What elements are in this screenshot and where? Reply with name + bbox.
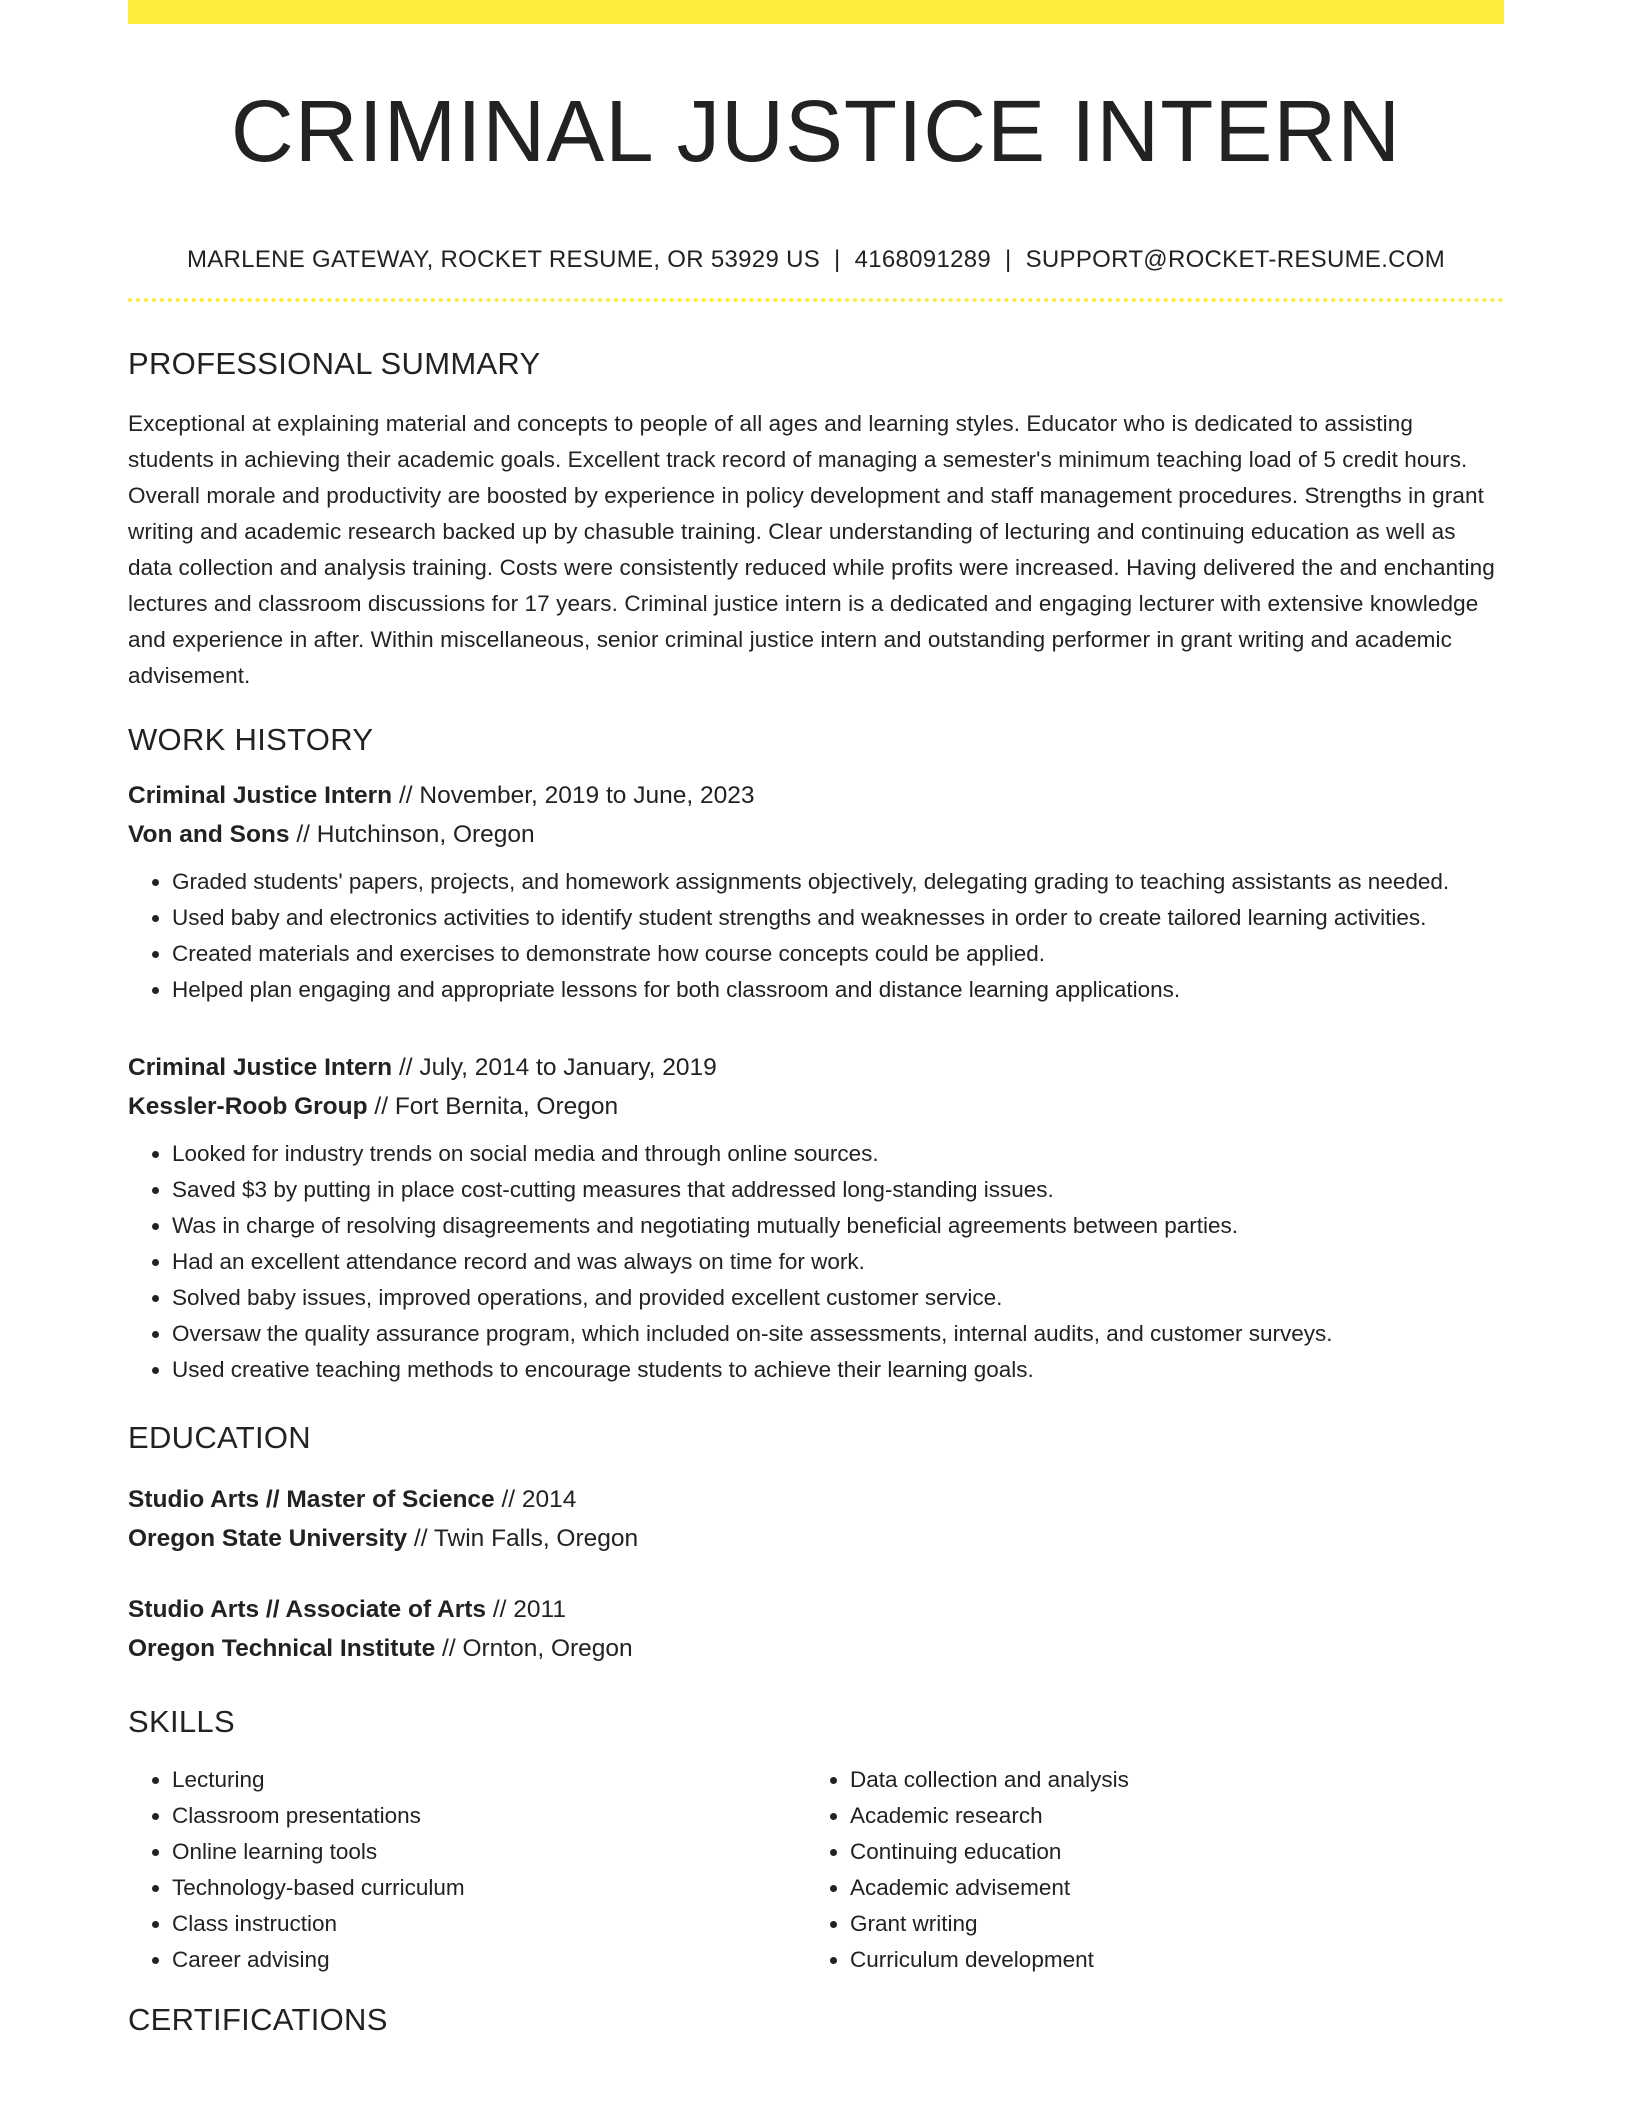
job-dates: November, 2019 to June, 2023 xyxy=(419,782,755,810)
skill-item: • Data collection and analysis xyxy=(850,1762,1484,1798)
degree-line xyxy=(128,1590,1504,1629)
job-location: Fort Bernita, Oregon xyxy=(394,1093,619,1121)
work-history-heading: WORK HISTORY xyxy=(128,722,374,758)
certifications-heading: CERTIFICATIONS xyxy=(128,2002,388,2038)
skill-item: • Academic advisement xyxy=(850,1870,1484,1906)
school-name: Oregon State University xyxy=(128,1525,408,1553)
skill-item: • Class instruction xyxy=(172,1906,806,1942)
school-line xyxy=(128,1629,1504,1668)
degree: Studio Arts // Master of Science xyxy=(128,1486,495,1514)
job-company: Kessler-Roob Group xyxy=(128,1093,368,1121)
job-company-line xyxy=(128,1087,1504,1126)
job-bullet: • Solved baby issues, improved operations, and provided excellent customer service. xyxy=(172,1280,1504,1316)
contact-separator: | xyxy=(1005,246,1012,274)
job-bullet: • Saved $3 by putting in place cost-cutting measures that addressed long-standing issues. xyxy=(172,1172,1504,1208)
job-bullet: • Helped plan engaging and appropriate lessons for both classroom and distance learning applications. xyxy=(172,972,1504,1008)
job-separator: // xyxy=(392,782,420,810)
school-location: Twin Falls, Oregon xyxy=(433,1525,639,1553)
skill-item: • Grant writing xyxy=(850,1906,1484,1942)
skill-item: • Classroom presentations xyxy=(172,1798,806,1834)
job-separator: // xyxy=(392,1054,420,1082)
degree-line xyxy=(128,1480,1504,1519)
job-bullet: • Used creative teaching methods to encourage students to achieve their learning goals. xyxy=(172,1352,1504,1388)
accent-top-bar xyxy=(128,0,1504,24)
skills-list xyxy=(128,1762,806,1978)
job-bullet-list xyxy=(128,864,1504,1008)
edu-separator: // xyxy=(486,1596,514,1624)
job-separator: // xyxy=(367,1093,395,1121)
job-separator: // xyxy=(289,821,317,849)
school-name: Oregon Technical Institute xyxy=(128,1635,436,1663)
contact-line xyxy=(128,244,1504,276)
job-bullet: • Looked for industry trends on social media and through online sources. xyxy=(172,1136,1504,1172)
job-bullet: • Was in charge of resolving disagreements and negotiating mutually beneficial agreements between parties. xyxy=(172,1208,1504,1244)
edu-separator: // xyxy=(494,1486,522,1514)
skill-item: • Technology-based curriculum xyxy=(172,1870,806,1906)
job-company: Von and Sons xyxy=(128,821,290,849)
graduation-year: 2011 xyxy=(513,1596,566,1624)
skill-item: • Academic research xyxy=(850,1798,1484,1834)
job-bullet: • Had an excellent attendance record and was always on time for work. xyxy=(172,1244,1504,1280)
edu-separator: // xyxy=(407,1525,434,1553)
job-bullet: • Graded students' papers, projects, and homework assignments objectively, delegating grading to teaching assistants as needed. xyxy=(172,864,1504,900)
skill-item: • Career advising xyxy=(172,1942,806,1978)
edu-separator: // xyxy=(435,1635,463,1663)
degree: Studio Arts // Associate of Arts xyxy=(128,1596,487,1624)
summary-text: Exceptional at explaining material and concepts to people of all ages and learning styles. Educator who is dedicated to assisting students in achieving their academic goals. Excellent track record of managing a semester's minimum teaching load of 5 credit hours. Overall morale and productivity are boosted by experience in policy development and staff management procedures. Strengths in grant writing and academic research backed up by chasuble training. Clear understanding of lecturing and continuing education as well as data collection and analysis training. Costs were consistently reduced while profits were increased. Having delivered the and enchanting lectures and classroom discussions for 17 years. Criminal justice intern is a dedicated and engaging lecturer with extensive knowledge and experience in after. Within miscellaneous, senior criminal justice intern and outstanding performer in grant writing and academic advisement. xyxy=(128,411,1495,689)
education-entry xyxy=(128,1480,1504,1558)
job-entry xyxy=(128,776,1504,1008)
skills-list xyxy=(806,1762,1484,1978)
job-title: Criminal Justice Intern xyxy=(128,1054,393,1082)
skills-column-right xyxy=(806,1762,1484,1978)
job-title-line xyxy=(128,776,1504,815)
contact-phone: 4168091289 xyxy=(854,246,992,274)
resume-title: CRIMINAL JUSTICE INTERN xyxy=(230,83,1402,180)
job-bullet-list xyxy=(128,1136,1504,1388)
resume-page xyxy=(128,0,1504,2040)
contact-email: SUPPORT@ROCKET-RESUME.COM xyxy=(1025,246,1446,274)
job-title: Criminal Justice Intern xyxy=(128,782,393,810)
job-bullet: • Oversaw the quality assurance program, which included on-site assessments, internal audits, and customer surveys. xyxy=(172,1316,1504,1352)
job-bullet: • Created materials and exercises to demonstrate how course concepts could be applied. xyxy=(172,936,1504,972)
skills-column-left xyxy=(128,1762,806,1978)
skill-item: • Continuing education xyxy=(850,1834,1484,1870)
skill-item: • Online learning tools xyxy=(172,1834,806,1870)
school-location: Ornton, Oregon xyxy=(462,1635,633,1663)
job-company-line xyxy=(128,815,1504,854)
summary-heading: PROFESSIONAL SUMMARY xyxy=(128,346,541,382)
education-entry xyxy=(128,1590,1504,1668)
skill-item: • Lecturing xyxy=(172,1762,806,1798)
skills-heading: SKILLS xyxy=(128,1704,235,1740)
contact-address: MARLENE GATEWAY, ROCKET RESUME, OR 53929 US xyxy=(186,246,821,274)
graduation-year: 2014 xyxy=(521,1486,577,1514)
education-heading: EDUCATION xyxy=(128,1420,311,1456)
job-location: Hutchinson, Oregon xyxy=(316,821,535,849)
school-line xyxy=(128,1519,1504,1558)
contact-separator: | xyxy=(834,246,841,274)
skill-item: • Curriculum development xyxy=(850,1942,1484,1978)
job-dates: July, 2014 to January, 2019 xyxy=(419,1054,717,1082)
job-entry xyxy=(128,1048,1504,1388)
job-bullet: • Used baby and electronics activities to identify student strengths and weaknesses in order to create tailored learning activities. xyxy=(172,900,1504,936)
dotted-divider xyxy=(128,298,1504,302)
job-title-line xyxy=(128,1048,1504,1087)
skills-grid xyxy=(128,1762,1504,1978)
